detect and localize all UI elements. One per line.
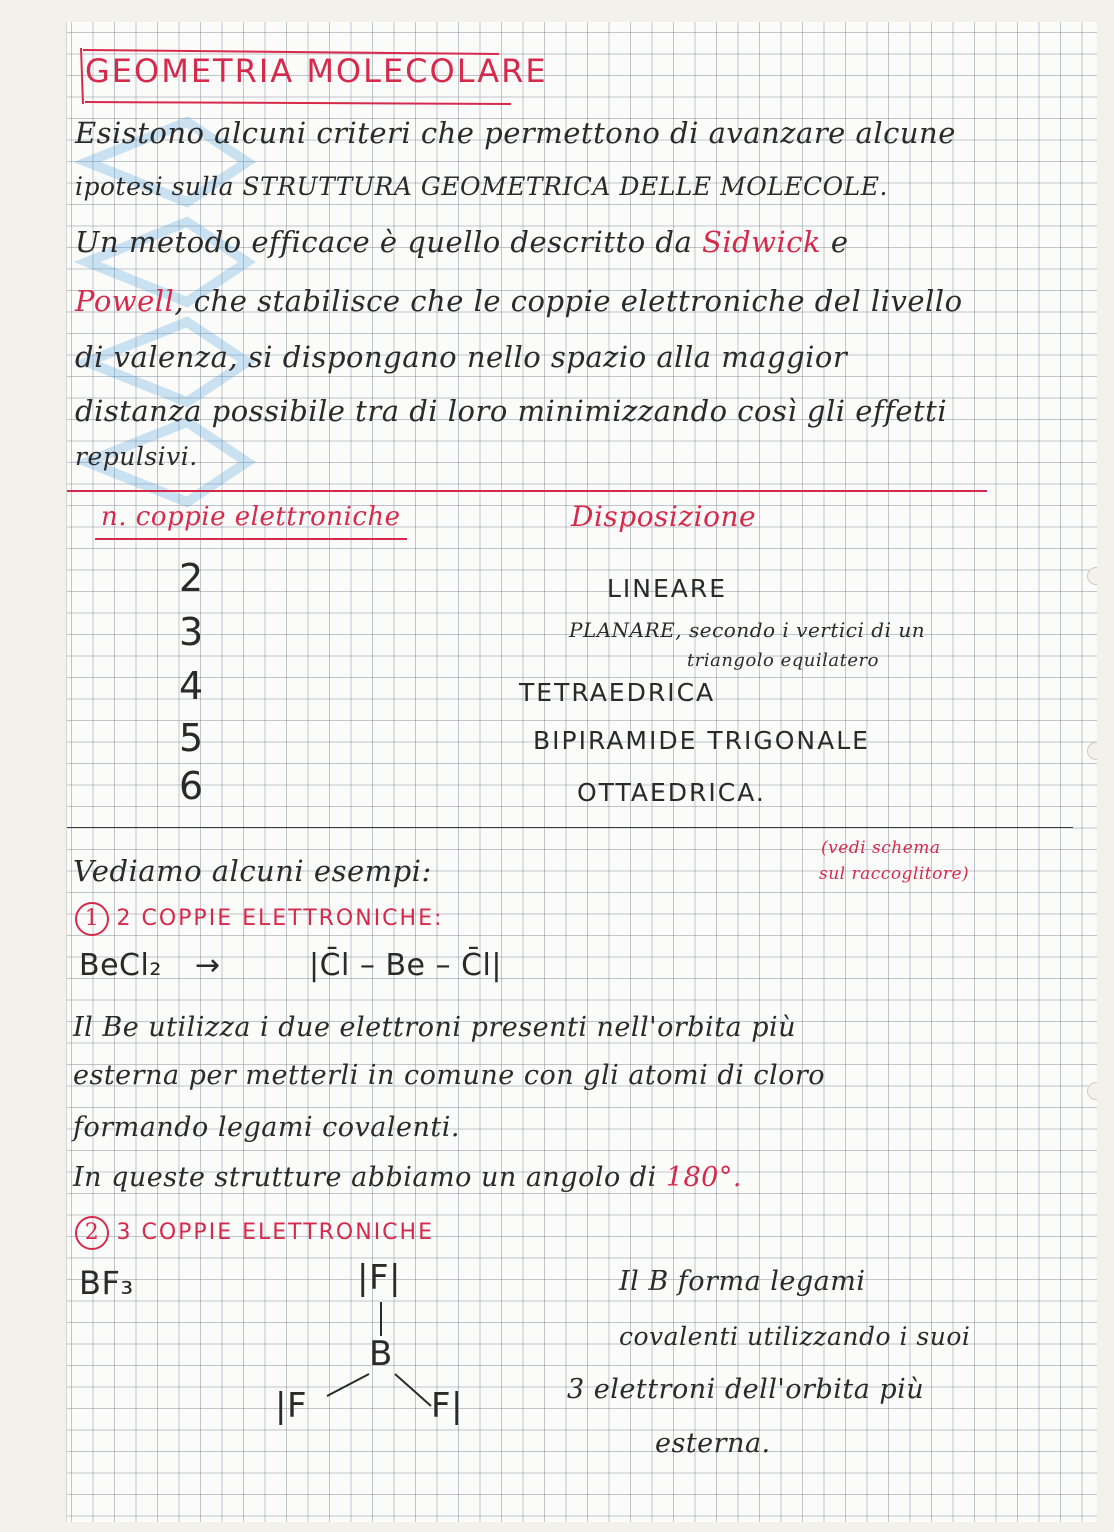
example-1-heading: [75, 902, 443, 936]
intro-line-4: [75, 284, 963, 318]
example-1-angle: 180°.: [665, 1162, 742, 1193]
arrangement-6: OTTAEDRICA.: [577, 778, 766, 807]
pair-count-3: 3: [179, 610, 204, 654]
example-2-text-3: 3 elettroni dell'orbita più: [567, 1374, 925, 1405]
binder-hole: [1087, 567, 1097, 585]
pair-count-4: 4: [179, 664, 204, 708]
intro-line-4-text: , che stabilisce che le coppie elettroniche del livello: [174, 284, 963, 318]
table-bottom-rule: [66, 827, 1073, 828]
author-sidwick: Sidwick: [701, 225, 822, 259]
example-2-text-2: covalenti utilizzando i suoi: [619, 1322, 971, 1351]
binder-hole: [1087, 1082, 1097, 1100]
pair-count-6: 6: [179, 764, 204, 808]
side-note-line-1: (vedi schema: [821, 838, 941, 858]
arrangement-3: PLANARE, secondo i vertici di un: [569, 618, 926, 642]
intro-line-7: repulsivi.: [75, 442, 198, 471]
example-1-text-4: [73, 1162, 742, 1193]
example-1-title: 2 COPPIE ELETTRONICHE:: [116, 906, 444, 931]
intro-line-1: Esistono alcuni criteri che permettono di avanzare alcune: [75, 116, 956, 150]
example-2-number: 2: [75, 1216, 109, 1250]
bf3-boron: B: [369, 1334, 393, 1374]
bf3-left-fluorine: |F: [275, 1386, 308, 1426]
example-2-title: 3 COPPIE ELETTRONICHE: [116, 1220, 434, 1245]
becl2-structure: |C̄l – Be – C̄l|: [309, 948, 502, 983]
arrangement-3-cont: triangolo equilatero: [687, 650, 879, 671]
example-1-text-1: Il Be utilizza i due elettroni presenti nell'orbita più: [73, 1012, 797, 1043]
table-header-arrangement: Disposizione: [571, 500, 757, 533]
example-2-heading: [75, 1216, 434, 1250]
pair-count-2: 2: [179, 556, 204, 600]
intro-conjunction: e: [830, 225, 849, 259]
examples-intro: Vediamo alcuni esempi:: [73, 854, 432, 888]
table-header-pairs: n. coppie elettroniche: [101, 502, 401, 532]
example-1-text-2: esterna per metterli in comune con gli atomi di cloro: [73, 1060, 826, 1091]
example-1-number: 1: [75, 902, 109, 936]
pair-count-5: 5: [179, 716, 204, 760]
bf3-formula: BF₃: [79, 1264, 134, 1302]
example-2-text-4: esterna.: [655, 1428, 771, 1459]
notebook-page[interactable]: [66, 22, 1097, 1522]
arrangement-5: BIPIRAMIDE TRIGONALE: [533, 726, 870, 755]
binder-hole: [1087, 742, 1097, 760]
arrangement-4: TETRAEDRICA: [519, 678, 716, 707]
bf3-bonds: [297, 1302, 497, 1412]
intro-line-5: di valenza, si dispongano nello spazio alla maggior: [75, 340, 848, 374]
intro-line-3: [75, 225, 848, 259]
bf3-right-fluorine: F|: [431, 1386, 464, 1426]
intro-line-6: distanza possibile tra di loro minimizzando così gli effetti: [75, 394, 948, 428]
becl2-formula: BeCl₂: [79, 948, 162, 983]
page-title: GEOMETRIA MOLECOLARE: [85, 52, 548, 90]
intro-line-2: ipotesi sulla STRUTTURA GEOMETRICA DELLE MOLECOLE.: [75, 172, 888, 201]
table-header-rule: [95, 538, 407, 540]
arrangement-2: LINEARE: [607, 574, 728, 603]
intro-line-3-text: Un metodo efficace è quello descritto da: [75, 225, 693, 259]
table-top-rule: [67, 490, 987, 492]
title-underline: [79, 42, 519, 112]
example-1-angle-text: In queste strutture abbiamo un angolo di: [73, 1162, 657, 1193]
reaction-arrow: →: [195, 948, 221, 983]
bf3-top-fluorine: |F|: [357, 1258, 401, 1298]
author-powell: Powell: [75, 284, 175, 318]
example-2-text-1: Il B forma legami: [619, 1266, 866, 1297]
example-1-text-3: formando legami covalenti.: [73, 1112, 460, 1143]
side-note-line-2: sul raccoglitore): [819, 864, 970, 884]
